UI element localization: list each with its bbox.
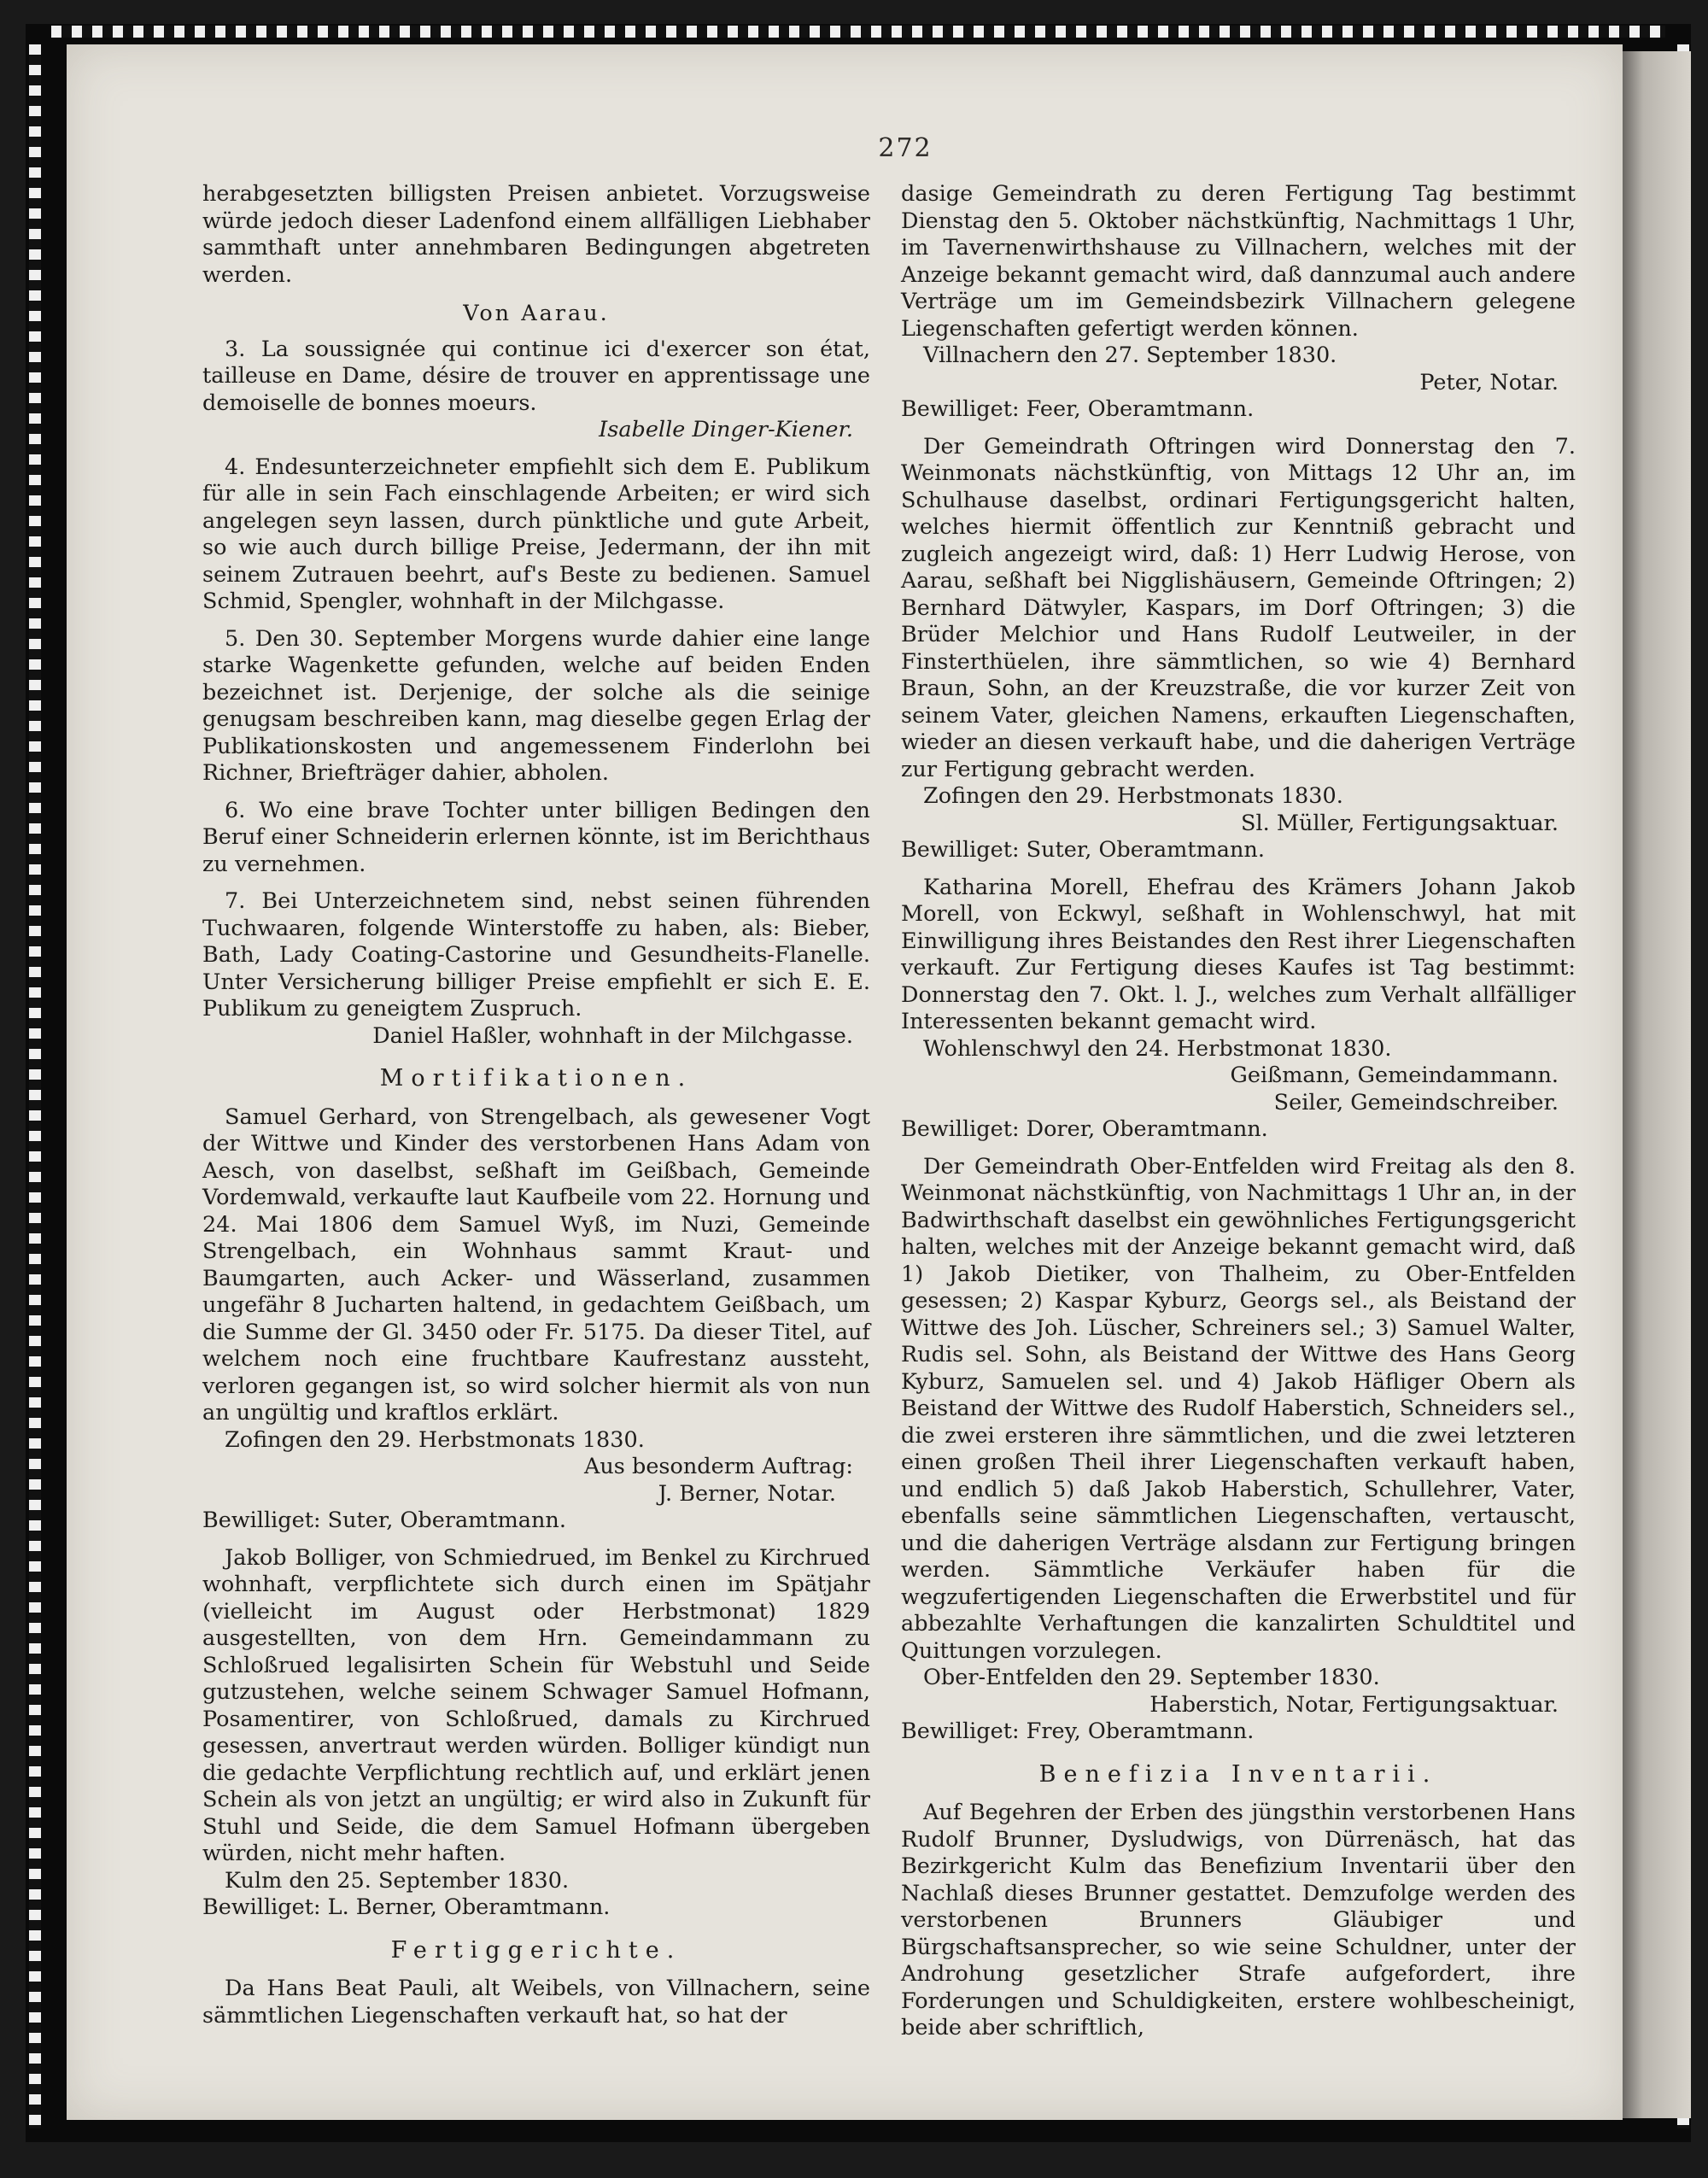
fertiggericht-4: Der Gemeindrath Ober-Entfelden wird Freitag als den 8. Weinmonat nächstkünftig, von Nachmittags 1 Uhr an, in der Badwirthschaft daselbst ein gewöhnliches Fertigungsgericht halten, welches mit der Anzeige bekannt gemacht wird, daß 1) Jakob Dietiker, von Thalheim, zu Ober-Entfelden gesessen; 2) Kaspar Kyburz, Georgs sel., als Beistand der Wittwe des Joh. Lüscher, Schreiners sel.; 3) Samuel Walter, Rudis sel. Sohn, als Beistand der Wittwe des Hans Georg Kyburz, Samuelen sel. und 4) Jakob Häfliger Obern als Beistand der Wittwe des Rudolf Haberstich, Schneiders sel., die zwei ersteren ihre sämmtlichen, und die zwei letzteren einen großen Theil ihrer Liegenschaften verkauft haben, und endlich 5) daß Jakob Haberstich, Schullehrer, Vater, ebenfalls seine sämmtlichen Liegenschaften, vertauscht, und die daherigen Verträge alsdann zur Fertigung bringen werden. Sämmtliche Verkäufer haben für die wegzufertigenden Liegenschaften die Erwerbstitel und für abbezahlte Verhaftungen die kanzalirten Schuldtitel und Quittungen vorzulegen. [901, 1153, 1576, 1664]
fertiggericht-4-approval: Bewilliget: Frey, Oberamtmann. [901, 1718, 1255, 1744]
mortifikation-1-authority: Aus besonderm Auftrag: [583, 1454, 853, 1479]
section-von-aarau: Von Aarau. [463, 301, 610, 326]
right-column [901, 181, 1576, 2042]
notice-7-signature: Daniel Haßler, wohnhaft in der Milchgasse. [372, 1022, 853, 1049]
notice-3: 3. La soussignée qui continue ici d'exercer son état, tailleuse en Dame, désire de trouver en apprentissage une demoiselle de bonnes moeurs. [202, 336, 870, 416]
notice-5: 5. Den 30. September Morgens wurde dahier eine lange starke Wagenkette gefunden, welche auf beiden Enden bezeichnet ist. Derjenige, der solche als die seinige genugsam beschreiben kann, mag dieselbe gegen Erlag der Publikationskosten und angemessenem Finderlohn bei Richner, Briefträger dahier, abholen. [202, 625, 870, 786]
page-number: 272 [878, 133, 933, 163]
fertiggericht-2-date: Zofingen den 29. Herbstmonats 1830. [923, 783, 1343, 809]
mortifikation-2-date: Kulm den 25. September 1830. [225, 1867, 570, 1894]
fertiggericht-4-signature: Haberstich, Notar, Fertigungsaktuar. [1149, 1691, 1559, 1718]
notice-7: 7. Bei Unterzeichnetem sind, nebst seinen führenden Tuchwaaren, folgende Winterstoffe zu haben, als: Bieber, Bath, Lady Coating-Castorine und Gesundheits-Flanelle. Unter Versicherung billiger Preise empfiehlt er sich E. E. Publikum zu geneigtem Zuspruch. [202, 888, 870, 1022]
left-column [202, 181, 870, 2029]
fertiggericht-2-signature: Sl. Müller, Fertigungsaktuar. [1241, 810, 1559, 836]
adjacent-page-edge [1623, 51, 1691, 2118]
intro-paragraph: herabgesetzten billigsten Preisen anbietet. Vorzugsweise würde jedoch dieser Ladenfond einem allfälligen Liebhaber sammthaft unter annehmbaren Bedingungen abgetreten werden. [202, 181, 870, 288]
fertiggericht-3-signature-1: Geißmann, Gemeindammann. [1230, 1063, 1559, 1088]
heading-fertiggerichte: Fertiggerichte. [390, 1936, 682, 1964]
fertiggericht-3-approval: Bewilliget: Dorer, Oberamtmann. [901, 1116, 1268, 1142]
fertiggericht-1-start: Da Hans Beat Pauli, alt Weibels, von Villnachern, seine sämmtlichen Liegenschaften verkauft hat, so hat der [202, 1976, 870, 2029]
mortifikation-1-approval: Bewilliget: Suter, Oberamtmann. [202, 1508, 566, 1533]
heading-mortifikationen: Mortifikationen. [379, 1065, 693, 1092]
fertiggericht-1-date: Villnachern den 27. September 1830. [923, 343, 1337, 368]
mortifikation-2: Jakob Bolliger, von Schmiedrued, im Benkel zu Kirchrued wohnhaft, verpflichtete sich durch einen im Spätjahr (vielleicht im August oder Herbstmonat) 1829 ausgestellten, von dem Hrn. Gemeindammann zu Schloßrued legalisirten Schein für Webstuhl und Seide gutzustehen, welche seinem Schwager Samuel Hofmann, Posamentirer, von Schloßrued, damals zu Kirchrued gesessen, anvertraut werden würden. Bolliger kündigt nun die gedachte Verpflichtung rechtlich auf, und erklärt jenen Schein als von jetzt an ungültig; er wird also in Zukunft für Stuhl und Seide, die dem Samuel Hofmann übergeben würden, nicht mehr haften. [202, 1544, 870, 1866]
notice-3-signature: Isabelle Dinger-Kiener. [599, 417, 853, 442]
fertiggericht-3: Katharina Morell, Ehefrau des Krämers Johann Jakob Morell, von Eckwyl, seßhaft in Wohlenschwyl, hat mit Einwilligung ihres Beistandes den Rest ihrer Liegenschaften verkauft. Zur Fertigung dieses Kaufes ist Tag bestimmt: Donnerstag den 7. Okt. l. J., welches zum Verhalt allfälliger Interessenten bekannt gemacht wird. [901, 874, 1576, 1034]
fertiggericht-2-approval: Bewilliget: Suter, Oberamtmann. [901, 837, 1265, 863]
benefizium-1: Auf Begehren der Erben des jüngsthin verstorbenen Hans Rudolf Brunner, Dysludwigs, von Dürrenäsch, hat das Bezirkgericht Kulm das Benefizium Inventarii über den Nachlaß dieses Brunner gestattet. Demzufolge werden des verstorbenen Brunners Gläubiger und Bürgschaftsansprecher, so wie seine Schuldner, unter der Androhung gesetzlicher Strafe aufgefordert, ihre Forderungen und Schuldigkeiten, erstere wohlbescheinigt, beide aber schriftlich, [901, 1800, 1576, 2040]
mortifikation-1-signature: J. Berner, Notar. [658, 1480, 836, 1507]
fertiggericht-1-signature: Peter, Notar. [1419, 369, 1559, 395]
notice-6: 6. Wo eine brave Tochter unter billigen Bedingen den Beruf einer Schneiderin erlernen könnte, ist im Berichthaus zu vernehmen. [202, 797, 870, 877]
heading-benefizia-inventarii: Benefizia Inventarii. [1038, 1760, 1438, 1788]
notice-4: 4. Endesunterzeichneter empfiehlt sich dem E. Publikum für alle in sein Fach einschlagende Arbeiten; er wird sich angelegen seyn lassen, durch pünktliche und gute Arbeit, so wie auch durch billige Preise, Jedermann, der ihn mit seinem Zutrauen beehrt, auf's Beste zu bedienen. Samuel Schmid, Spengler, wohnhaft in der Milchgasse. [202, 454, 870, 614]
fertiggericht-1-approval: Bewilliget: Feer, Oberamtmann. [901, 396, 1255, 422]
fertiggericht-1-continued: dasige Gemeindrath zu deren Fertigung Tag bestimmt Dienstag den 5. Oktober nächstkünftig, Nachmittags 1 Uhr, im Tavernenwirthshause zu Villnachern, welches mit der Anzeige bekannt gemacht wird, daß dannzumal auch andere Verträge um im Gemeindsbezirk Villnachern gelegene Liegenschaften gefertigt werden können. [901, 181, 1576, 342]
fertiggericht-3-signature-2: Seiler, Gemeindschreiber. [1273, 1089, 1559, 1115]
mortifikation-1-date: Zofingen den 29. Herbstmonats 1830. [225, 1426, 645, 1453]
fertiggericht-2: Der Gemeindrath Oftringen wird Donnerstag den 7. Weinmonats nächstkünftig, von Mittags 12 Uhr an, im Schulhause daselbst, ordinari Fertigungsgericht halten, welches hiermit öffentlich zur Kenntniß gebracht und zugleich angezeigt wird, daß: 1) Herr Ludwig Herose, von Aarau, seßhaft bei Nigglishäusern, Gemeinde Oftringen; 2) Bernhard Dätwyler, Kaspars, im Dorf Oftringen; 3) die Brüder Melchior und Hans Rudolf Leutweiler, in der Finsterthüelen, ihre sämmtlichen, so wie 4) Bernhard Braun, Sohn, an der Kreuzstraße, die vor kurzer Zeit von seinem Vater, gleichen Namens, erkauften Liegenschaften, wieder an diesen verkauft habe, und die daherigen Verträge zur Fertigung gebracht werden. [901, 433, 1576, 782]
calibration-ruler-left [29, 44, 41, 2128]
mortifikation-1: Samuel Gerhard, von Strengelbach, als gewesener Vogt der Wittwe und Kinder des verstorbenen Hans Adam von Aesch, von daselbst, seßhaft im Geißbach, Gemeinde Vordemwald, verkaufte laut Kaufbeile vom 22. Hornung und 24. Mai 1806 dem Samuel Wyß, im Nuzi, Gemeinde Strengelbach, ein Wohnhaus sammt Kraut- und Baumgarten, auch Acker- und Wässerland, zusammen ungefähr 8 Jucharten haltend, in gedachtem Geißbach, um die Summe der Gl. 3450 oder Fr. 5175. Da dieser Titel, auf welchem noch eine fruchtbare Kaufrestanz aussteht, verloren gegangen ist, so wird solcher hiermit als von nun an ungültig und kraftlos erklärt. [202, 1104, 870, 1426]
fertiggericht-3-date: Wohlenschwyl den 24. Herbstmonat 1830. [923, 1035, 1392, 1062]
fertiggericht-4-date: Ober-Entfelden den 29. September 1830. [923, 1665, 1380, 1690]
calibration-ruler-top [51, 26, 1665, 38]
mortifikation-2-approval: Bewilliget: L. Berner, Oberamtmann. [202, 1894, 611, 1920]
